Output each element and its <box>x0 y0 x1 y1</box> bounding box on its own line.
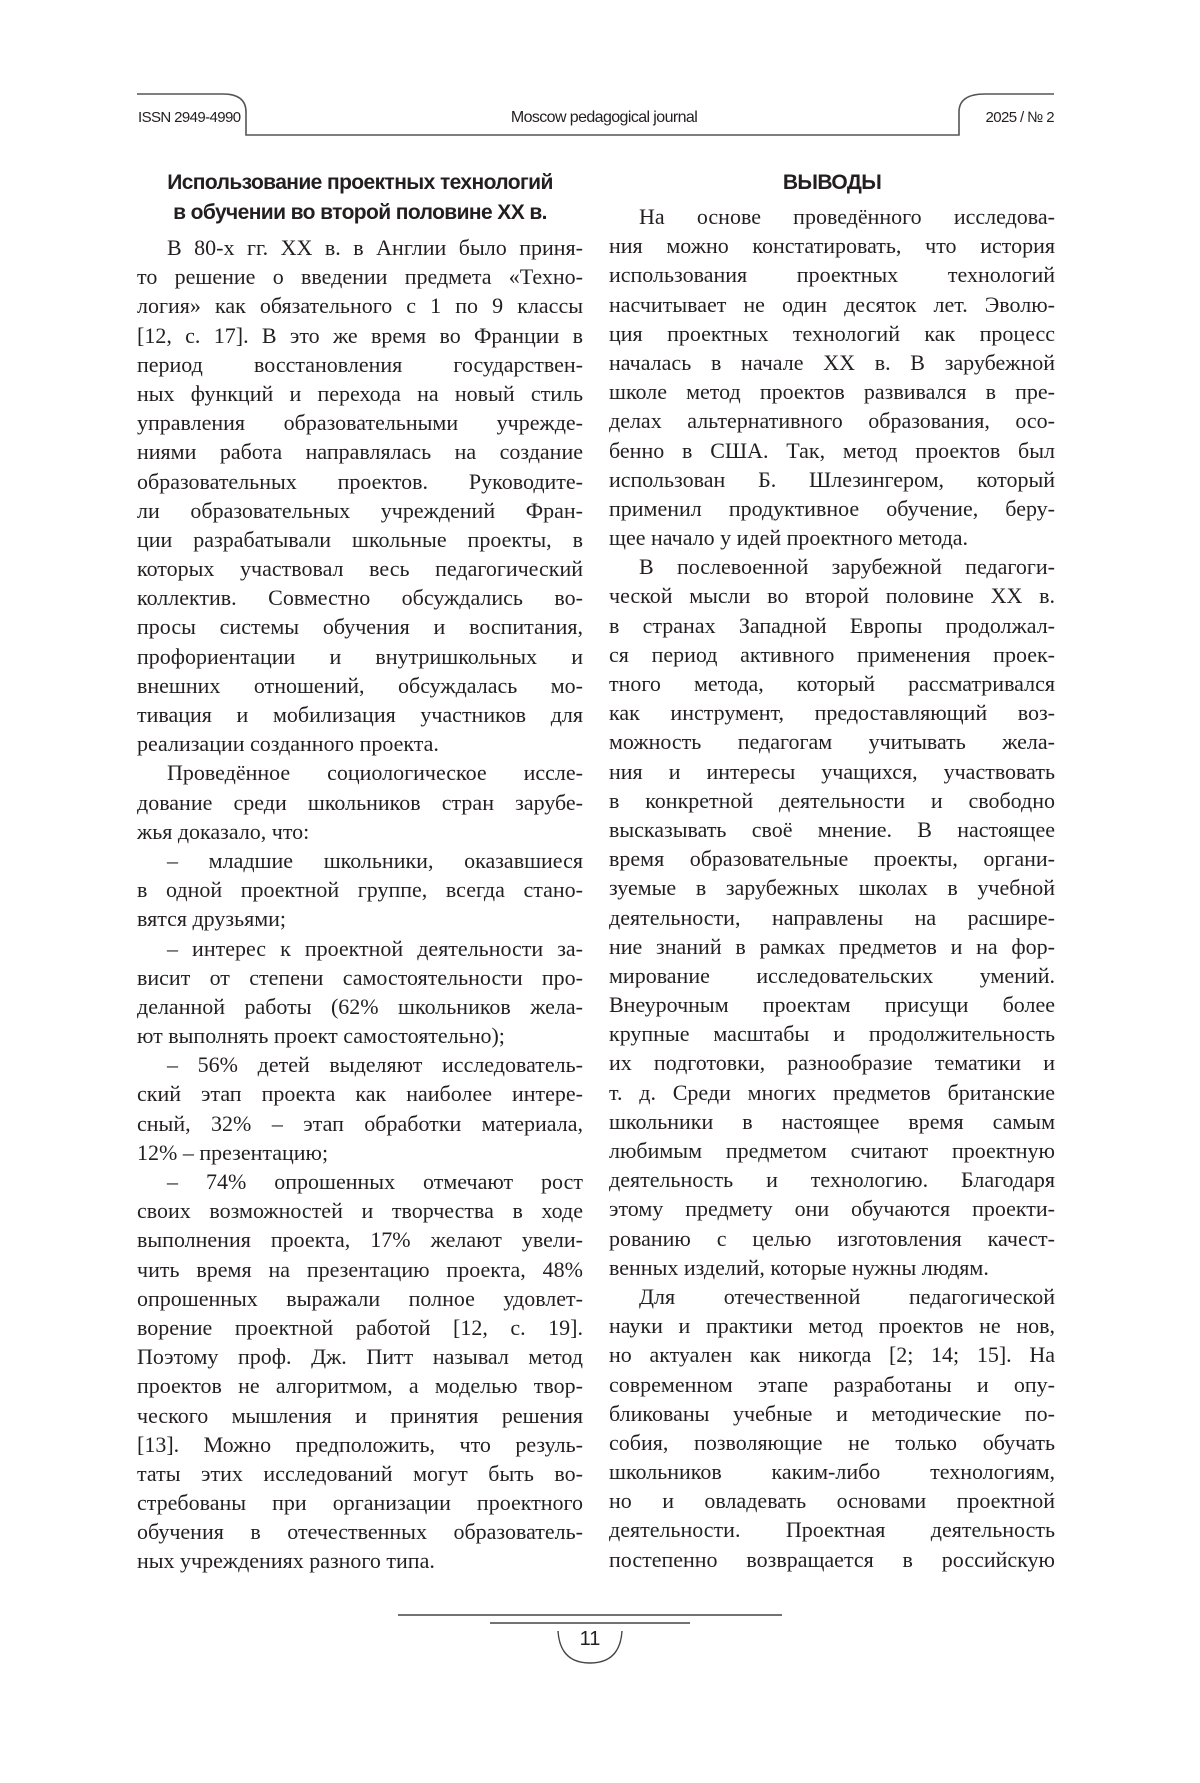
text-line: ли образовательных учреждений Фран- <box>137 496 583 525</box>
text-line: период восстановления государствен- <box>137 350 583 379</box>
text-line: этому предмету они обучаются проекти- <box>609 1194 1055 1223</box>
text-line: просы системы обучения и воспитания, <box>137 612 583 641</box>
text-line: школьники в настоящее время самым <box>609 1107 1055 1136</box>
text-line: логия» как обязательного с 1 по 9 классы <box>137 291 583 320</box>
text-line: но актуален как никогда [2; 14; 15]. На <box>609 1340 1055 1369</box>
text-line: таты этих исследований могут быть во- <box>137 1459 583 1488</box>
issn: ISSN 2949-4990 <box>138 106 241 130</box>
text-line: В послевоенной зарубежной педагоги- <box>609 552 1055 581</box>
text-line: зуемые в зарубежных школах в учебной <box>609 873 1055 902</box>
text-line: В 80-х гг. XX в. в Англии было приня- <box>137 233 583 262</box>
text-line: ния можно констатировать, что история <box>609 231 1055 260</box>
text-line: ческого мышления и принятия решения <box>137 1401 583 1430</box>
text-line: коллектив. Совместно обсуждались во- <box>137 583 583 612</box>
text-line: 12% – презентацию; <box>137 1138 583 1167</box>
text-line: но и овладевать основами проектной <box>609 1486 1055 1515</box>
text-line: Проведённое социологическое иссле- <box>137 758 583 787</box>
journal-title: Moscow pedagogical journal <box>404 106 804 130</box>
text-line: деятельности. Проектная деятельность <box>609 1515 1055 1544</box>
text-line: которых участвовал весь педагогический <box>137 554 583 583</box>
text-line: жья доказало, что: <box>137 817 583 846</box>
text-line: в странах Западной Европы продолжал- <box>609 611 1055 640</box>
text-line: ции разрабатывали школьные проекты, в <box>137 525 583 554</box>
text-line: ский этап проекта как наиболее интере- <box>137 1079 583 1108</box>
text-line: сный, 32% – этап обработки материала, <box>137 1109 583 1138</box>
text-line: рованию с целью изготовления качест- <box>609 1224 1055 1253</box>
page-number: 11 <box>560 1628 620 1651</box>
text-line: деятельность и технологию. Благодаря <box>609 1165 1055 1194</box>
text-line: школьников каким-либо технологиям, <box>609 1457 1055 1486</box>
text-line: вятся друзьями; <box>137 904 583 933</box>
text-line: ся период активного применения проек- <box>609 640 1055 669</box>
text-line: чить время на презентацию проекта, 48% <box>137 1255 583 1284</box>
text-line: профориентации и внутришкольных и <box>137 642 583 671</box>
text-line: образовательных проектов. Руководите- <box>137 467 583 496</box>
text-line: собия, позволяющие не только обучать <box>609 1428 1055 1457</box>
text-line: ческой мысли во второй половине XX в. <box>609 581 1055 610</box>
text-line: насчитывает не один десяток лет. Эволю- <box>609 290 1055 319</box>
text-line: ных функций и перехода на новый стиль <box>137 379 583 408</box>
text-line: внешних отношений, обсуждалась мо- <box>137 671 583 700</box>
text-line: применил продуктивное обучение, беру- <box>609 494 1055 523</box>
text-line: крупные масштабы и продолжительность <box>609 1019 1055 1048</box>
text-line: – 56% детей выделяют исследователь- <box>137 1050 583 1079</box>
text-line: деятельности, направлены на расшире- <box>609 903 1055 932</box>
text-line: ворение проектной работой [12, с. 19]. <box>137 1313 583 1342</box>
text-line: ние знаний в рамках предметов и на фор- <box>609 932 1055 961</box>
footer-ornament <box>0 0 1200 1783</box>
text-line: – 74% опрошенных отмечают рост <box>137 1167 583 1196</box>
text-line: науки и практики метод проектов не нов, <box>609 1311 1055 1340</box>
text-line: венных изделий, которые нужны людям. <box>609 1253 1055 1282</box>
text-line: управления образовательными учрежде- <box>137 408 583 437</box>
text-line: дование среди школьников стран зарубе- <box>137 788 583 817</box>
section-heading-line: в обучении во второй половине XX в. <box>137 198 583 228</box>
text-line: На основе проведённого исследова- <box>609 202 1055 231</box>
text-line: выполнения проекта, 17% желают увели- <box>137 1225 583 1254</box>
text-line: – младшие школьники, оказавшиеся <box>137 846 583 875</box>
text-line: щее начало у идей проектного метода. <box>609 523 1055 552</box>
text-line: ция проектных технологий как процесс <box>609 319 1055 348</box>
text-line: стребованы при организации проектного <box>137 1488 583 1517</box>
text-line: висит от степени самостоятельности про- <box>137 963 583 992</box>
text-line: ниями работа направлялась на создание <box>137 437 583 466</box>
text-line: проектов не алгоритмом, а моделью твор- <box>137 1371 583 1400</box>
section-heading-line: Использование проектных технологий <box>137 168 583 198</box>
text-line: их подготовки, разнообразие тематики и <box>609 1048 1055 1077</box>
text-line: Для отечественной педагогической <box>609 1282 1055 1311</box>
text-line: бенно в США. Так, метод проектов был <box>609 436 1055 465</box>
text-line: деланной работы (62% школьников жела- <box>137 992 583 1021</box>
text-line: – интерес к проектной деятельности за- <box>137 934 583 963</box>
text-line: постепенно возвращается в российскую <box>609 1545 1055 1574</box>
text-line: ния и интересы учащихся, участвовать <box>609 757 1055 786</box>
text-line: то решение о введении предмета «Техно- <box>137 262 583 291</box>
text-line: т. д. Среди многих предметов британские <box>609 1078 1055 1107</box>
text-line: своих возможностей и творчества в ходе <box>137 1196 583 1225</box>
issue-number: 2025 / № 2 <box>986 106 1054 130</box>
text-line: тного метода, который рассматривался <box>609 669 1055 698</box>
text-line: Поэтому проф. Дж. Питт называл метод <box>137 1342 583 1371</box>
text-line: делах альтернативного образования, осо- <box>609 406 1055 435</box>
text-line: как инструмент, предоставляющий воз- <box>609 698 1055 727</box>
text-line: опрошенных выражали полное удовлет- <box>137 1284 583 1313</box>
text-line: в конкретной деятельности и свободно <box>609 786 1055 815</box>
text-line: [13]. Можно предположить, что резуль- <box>137 1430 583 1459</box>
text-line: использования проектных технологий <box>609 260 1055 289</box>
text-line: можность педагогам учитывать жела- <box>609 727 1055 756</box>
text-line: тивация и мобилизация участников для <box>137 700 583 729</box>
text-line: в одной проектной группе, всегда стано- <box>137 875 583 904</box>
text-line: использован Б. Шлезингером, который <box>609 465 1055 494</box>
text-line: началась в начале XX в. В зарубежной <box>609 348 1055 377</box>
text-line: мирование исследовательских умений. <box>609 961 1055 990</box>
text-line: любимым предметом считают проектную <box>609 1136 1055 1165</box>
text-line: Внеурочным проектам присущи более <box>609 990 1055 1019</box>
text-line: обучения в отечественных образователь- <box>137 1517 583 1546</box>
text-line: бликованы учебные и методические по- <box>609 1399 1055 1428</box>
text-line: школе метод проектов развивался в пре- <box>609 377 1055 406</box>
conclusions-heading: ВЫВОДЫ <box>609 168 1055 198</box>
text-line: ных учреждениях разного типа. <box>137 1546 583 1575</box>
text-line: время образовательные проекты, органи- <box>609 844 1055 873</box>
text-line: современном этапе разработаны и опу- <box>609 1370 1055 1399</box>
text-line: [12, с. 17]. В это же время во Франции в <box>137 321 583 350</box>
text-line: реализации созданного проекта. <box>137 729 583 758</box>
text-line: ют выполнять проект самостоятельно); <box>137 1021 583 1050</box>
text-line: высказывать своё мнение. В настоящее <box>609 815 1055 844</box>
